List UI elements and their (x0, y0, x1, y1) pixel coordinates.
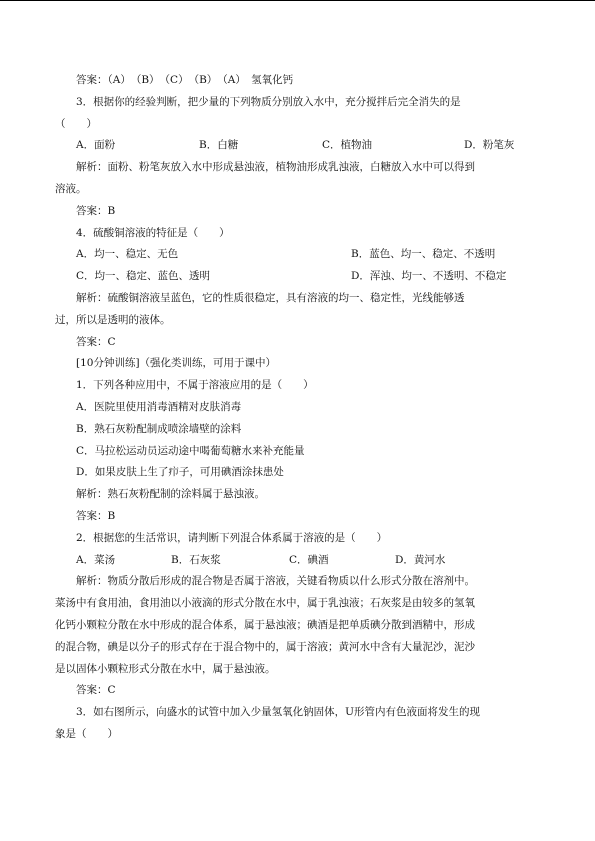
answer-line: 答案：C (76, 335, 116, 348)
answer-line: 答案：C (76, 684, 116, 697)
question-3-stem: 3．根据你的经验判断，把少量的下列物质分别放入水中，充分搅拌后完全消失的是 (76, 95, 461, 108)
option-a: A．医院里使用消毒酒精对皮肤消毒 (76, 400, 242, 413)
option-d: D．如果皮肤上生了疖子，可用碘酒涂抹患处 (76, 466, 284, 479)
option-d: D．黄河水 (395, 553, 446, 566)
question-3b-stem: 3．如右图所示，向盛水的试管中加入少量氢氧化钠固体，U形管内有色液面将发生的现 (76, 706, 481, 719)
question-4-stem: 4．硫酸铜溶液的特征是（ ） (76, 226, 230, 239)
document-page (55, 70, 550, 746)
option-c: C．均一、稳定、蓝色、透明 (76, 270, 211, 283)
analysis-text: 溶液。 (55, 182, 87, 195)
option-a: A．面粉 (76, 139, 116, 152)
option-a: A．菜汤 (76, 553, 116, 566)
answer-line: 答案：（A） （B） （C） （B） （A） 氢氧化钙 (76, 74, 294, 86)
answer-line: 答案：B (76, 204, 116, 217)
analysis-text: 化钙小颗粒分散在水中形成的混合体系，属于悬浊液；碘酒是把单质碘分散到酒精中，形成 (55, 618, 475, 631)
analysis-text: 解析：面粉、粉笔灰放入水中形成悬浊液，植物油形成乳浊液，白糖放入水中可以得到 (76, 161, 475, 174)
question-1-stem: 1．下列各种应用中，不属于溶液应用的是（ ） (76, 379, 314, 392)
option-d: D．粉笔灰 (464, 139, 515, 152)
section-heading: [10分钟训练]（强化类训练，可用于课中） (76, 357, 277, 370)
question-2-options (55, 550, 550, 572)
option-c: C．碘酒 (289, 553, 329, 566)
option-b: B．白糖 (199, 139, 239, 152)
question-4-options-row1 (55, 244, 550, 266)
analysis-text: 解析：熟石灰粉配制的涂料属于悬浊液。 (76, 488, 265, 501)
option-b: B．蓝色、均一、稳定、不透明 (351, 248, 496, 261)
analysis-text: 是以固体小颗粒形式分散在水中，属于悬浊液。 (55, 662, 276, 675)
analysis-text: 解析：物质分散后形成的混合物是否属于溶液，关键看物质以什么形式分散在溶剂中。 (76, 575, 475, 588)
question-2-stem: 2．根据您的生活常识，请判断下列混合体系属于溶液的是（ ） (76, 531, 388, 544)
option-c: C．植物油 (322, 139, 373, 152)
analysis-text: 的混合物，碘是以分子的形式存在于混合物中的，属于溶液；黄河水中含有大量泥沙，泥沙 (55, 640, 475, 653)
analysis-text: 菜汤中有食用油，食用油以小液滴的形式分散在水中，属于乳浊液；石灰浆是由较多的氢氧 (55, 597, 475, 610)
option-c: C．马拉松运动员运动途中喝葡萄糖水来补充能量 (76, 444, 305, 457)
page-top-rule (0, 0, 595, 1)
option-a: A．均一、稳定、无色 (76, 248, 179, 261)
question-3-blank: （ ） (55, 117, 97, 130)
option-d: D．浑浊、均一、不透明、不稳定 (351, 270, 507, 283)
option-b: B．熟石灰粉配制成喷涂墙壁的涂料 (76, 422, 242, 435)
question-3b-stem-cont: 象是（ ） (55, 727, 118, 740)
question-4-options-row2 (55, 266, 550, 288)
answer-line: 答案：B (76, 509, 116, 522)
option-b: B．石灰浆 (171, 553, 221, 566)
analysis-text: 解析：硫酸铜溶液呈蓝色，它的性质很稳定，具有溶液的均一、稳定性，光线能够透 (76, 291, 465, 304)
question-3-options (55, 135, 550, 157)
analysis-text: 过，所以是透明的液体。 (55, 313, 171, 326)
